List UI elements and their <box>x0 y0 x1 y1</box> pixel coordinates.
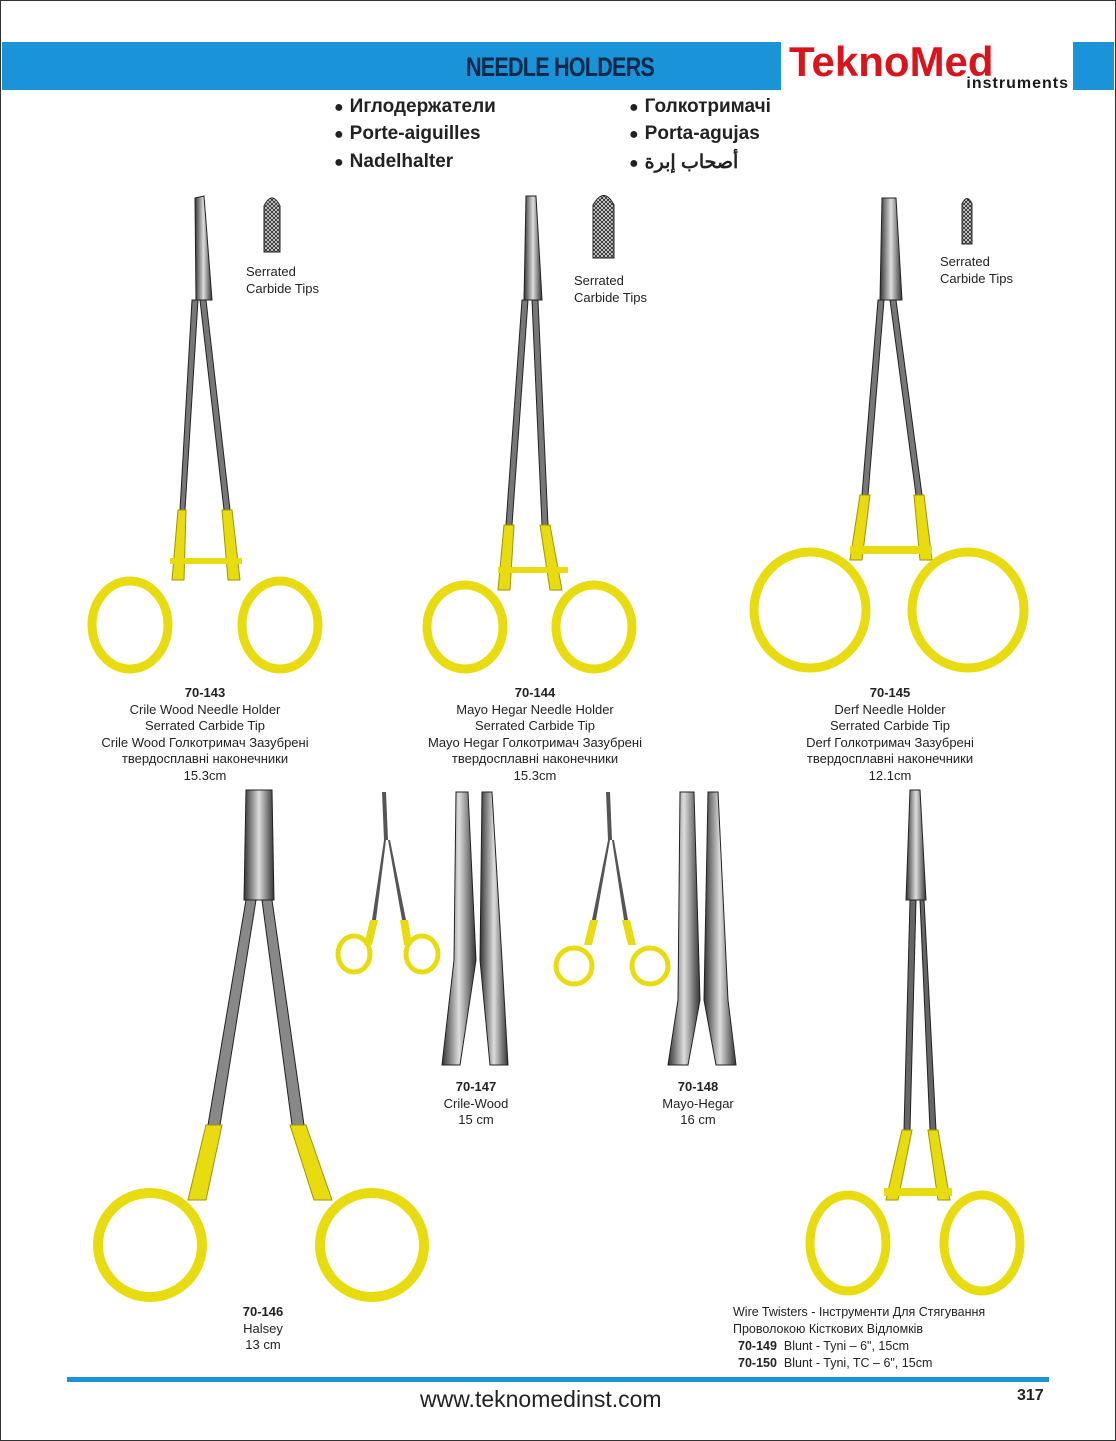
logo-wordmark: TeknoMed <box>789 38 994 85</box>
logo-subtitle: instruments <box>966 75 1069 92</box>
instrument-wire-twister <box>810 790 1020 1291</box>
footer-url[interactable]: www.teknomedinst.com <box>420 1386 662 1412</box>
translation-ru: ● Иглодержатели <box>334 96 496 117</box>
product-label-70-148: 70-148 Mayo-Hegar 16 cm <box>662 1079 734 1127</box>
product-label-70-145: 70-145 Derf Needle Holder Serrated Carbide Tip Derf Голкотримач Зазубрені твердосплавні наконечники 12.1cm <box>806 685 974 783</box>
instrument-70-148-small <box>556 792 668 984</box>
product-label-70-146: 70-146 Halsey 13 cm <box>242 1304 284 1352</box>
closeup-70-147 <box>442 792 508 1065</box>
tip-detail-2 <box>593 196 614 259</box>
product-label-70-147: 70-147 Crile-Wood 15 cm <box>443 1079 509 1127</box>
translation-ar: ● أصحاب إبرة <box>629 152 739 173</box>
tip-detail-1 <box>264 198 280 252</box>
tip-detail-3 <box>962 199 972 245</box>
instrument-70-147-small <box>338 792 438 972</box>
product-label-70-144: 70-144 Mayo Hegar Needle Holder Serrated Carbide Tip Mayo Hegar Голкотримач Зазубрені твердосплавні наконечники 15.3cm <box>428 685 642 783</box>
footer-divider <box>67 1377 1049 1382</box>
tip-label-3: Serrated Carbide Tips <box>940 254 1013 286</box>
translation-de: ● Nadelhalter <box>334 151 454 172</box>
page-number: 317 <box>1017 1387 1044 1404</box>
instrument-70-146 <box>98 790 424 1297</box>
tip-label-1: Serrated Carbide Tips <box>246 264 319 296</box>
tip-label-2: Serrated Carbide Tips <box>574 273 647 305</box>
translation-es: ● Porta-agujas <box>629 123 760 144</box>
page-title: NEEDLE HOLDERS <box>465 52 655 82</box>
translation-fr: ● Porte-aiguilles <box>334 123 481 144</box>
closeup-70-148 <box>668 792 736 1065</box>
instrument-70-144 <box>427 196 632 669</box>
wire-twisters-label: Wire Twisters - Інструменти Для Стягування Проволокою Кісткових Відломків 70-149 Blunt - Tyni – 6", 15cm 70-150 Blunt - Tyni, TC – 6", 15cm <box>733 1305 986 1370</box>
translation-ua: ● Голкотримачі <box>629 96 771 117</box>
product-label-70-143: 70-143 Crile Wood Needle Holder Serrated Carbide Tip Crile Wood Голкотримач Зазубрені твердосплавні наконечники 15.3cm <box>101 685 309 783</box>
